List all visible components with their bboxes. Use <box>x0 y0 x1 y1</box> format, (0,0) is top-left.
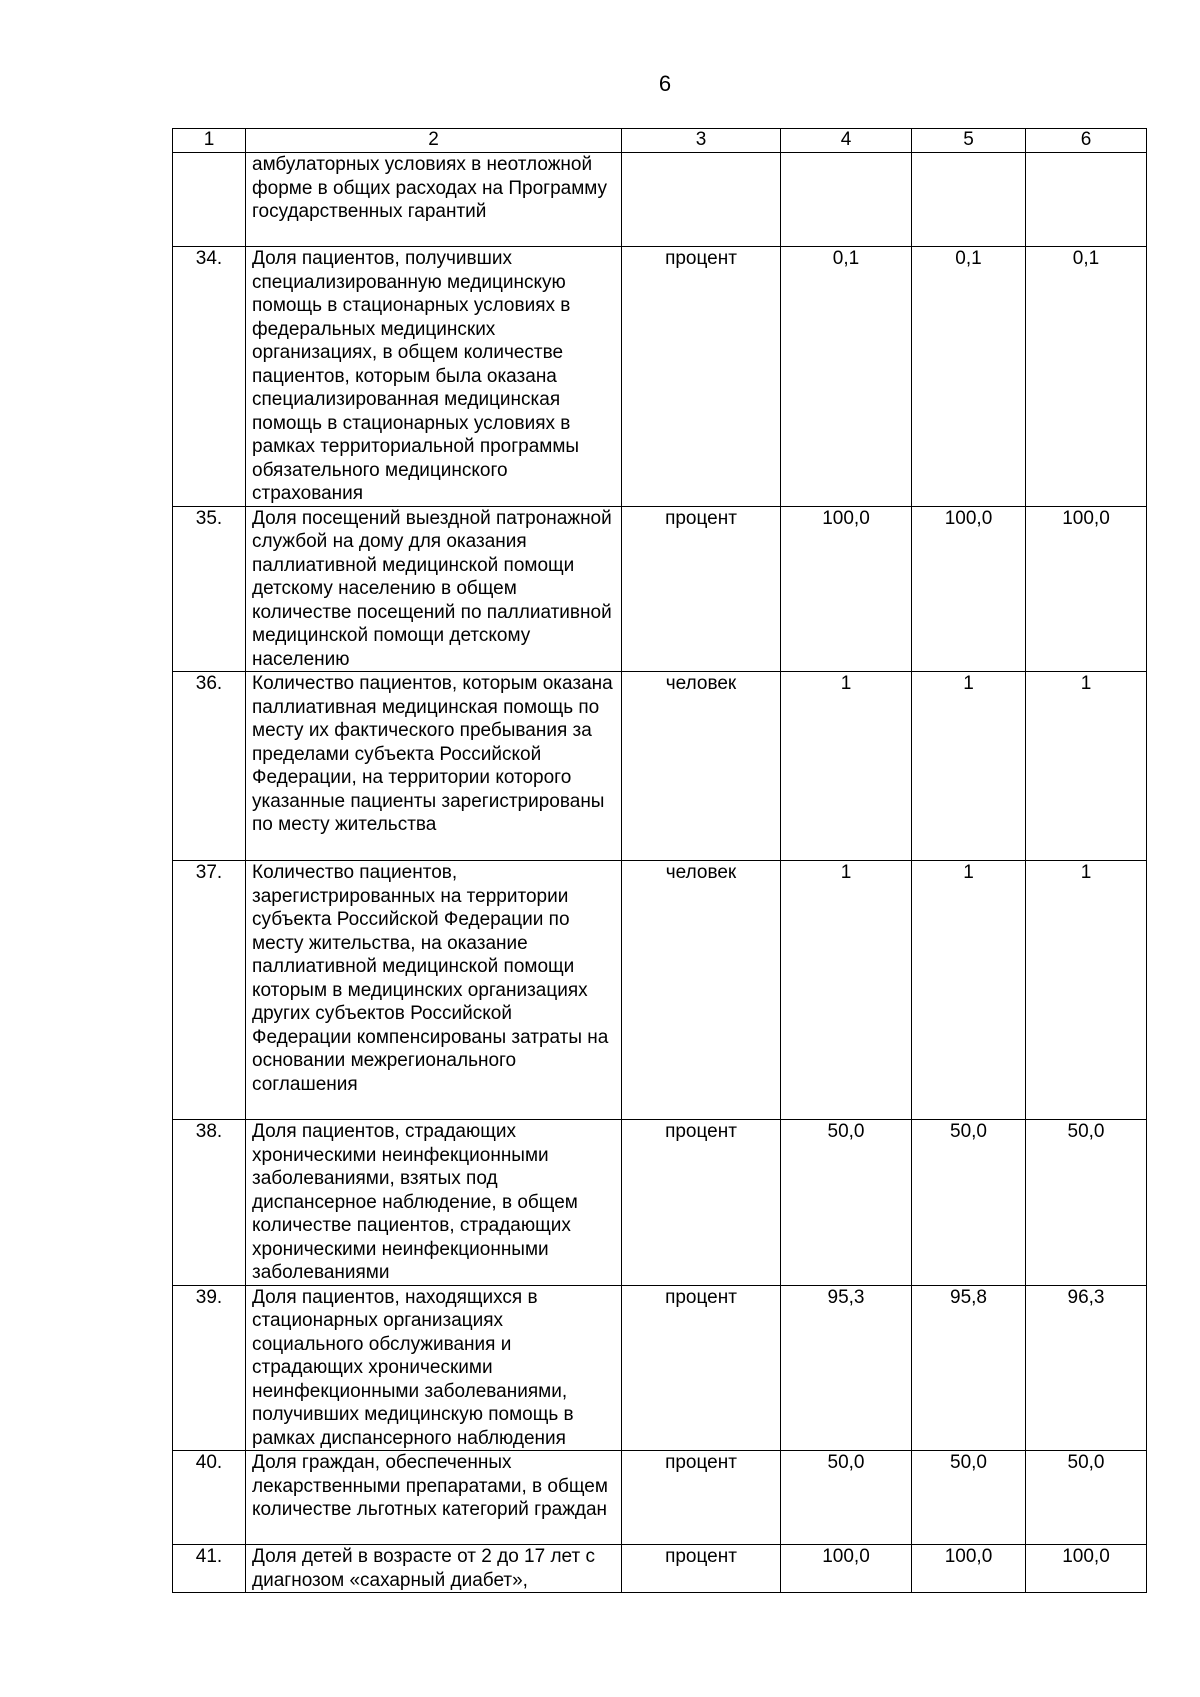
value-col-4: 50,0 <box>781 1451 912 1545</box>
row-number: 36. <box>173 672 246 861</box>
value-col-4: 100,0 <box>781 1545 912 1593</box>
unit-cell: процент <box>622 1120 781 1286</box>
column-header-2: 2 <box>246 129 622 153</box>
unit-cell: человек <box>622 672 781 861</box>
indicator-text: Количество пациентов, которым оказана паллиативная медицинская помощь по месту их фактического пребывания за пределами субъекта Российской Федерации, на территории которого указанные пациенты зарегистрированы по месту жительства <box>246 672 622 861</box>
unit-cell <box>622 153 781 247</box>
table-row <box>173 1120 1147 1286</box>
indicator-text: Доля детей в возрасте от 2 до 17 лет с диагнозом «сахарный диабет», <box>246 1545 622 1593</box>
value-col-5: 100,0 <box>912 506 1026 672</box>
table-row <box>173 861 1147 1120</box>
row-number: 34. <box>173 247 246 507</box>
value-col-5: 50,0 <box>912 1120 1026 1286</box>
value-col-4: 1 <box>781 672 912 861</box>
value-col-6: 100,0 <box>1026 1545 1147 1593</box>
value-col-6: 96,3 <box>1026 1285 1147 1451</box>
row-number: 40. <box>173 1451 246 1545</box>
value-col-6: 100,0 <box>1026 506 1147 672</box>
value-col-4: 100,0 <box>781 506 912 672</box>
indicator-text: Доля пациентов, получивших специализированную медицинскую помощь в стационарных условиях в федеральных медицинских организациях, в общем количестве пациентов, которым была оказана специализированная медицинская помощь в стационарных условиях в рамках территориальной программы обязательного медицинского страхования <box>246 247 622 507</box>
table-row <box>173 672 1147 861</box>
value-col-5: 1 <box>912 861 1026 1120</box>
value-col-5: 0,1 <box>912 247 1026 507</box>
unit-cell: процент <box>622 1545 781 1593</box>
value-col-5: 100,0 <box>912 1545 1026 1593</box>
table-row <box>173 506 1147 672</box>
column-header-1: 1 <box>173 129 246 153</box>
value-col-4 <box>781 153 912 247</box>
table-row <box>173 1545 1147 1593</box>
value-col-6: 1 <box>1026 861 1147 1120</box>
row-number: 35. <box>173 506 246 672</box>
value-col-4: 0,1 <box>781 247 912 507</box>
row-number: 39. <box>173 1285 246 1451</box>
value-col-6 <box>1026 153 1147 247</box>
value-col-6: 0,1 <box>1026 247 1147 507</box>
unit-cell: человек <box>622 861 781 1120</box>
value-col-5: 95,8 <box>912 1285 1026 1451</box>
value-col-5 <box>912 153 1026 247</box>
value-col-6: 50,0 <box>1026 1120 1147 1286</box>
indicator-text: Доля граждан, обеспеченных лекарственными препаратами, в общем количестве льготных категорий граждан <box>246 1451 622 1545</box>
row-number: 41. <box>173 1545 246 1593</box>
indicator-text: Доля посещений выездной патронажной службой на дому для оказания паллиативной медицинской помощи детскому населению в общем количестве посещений по паллиативной медицинской помощи детскому населению <box>246 506 622 672</box>
row-number <box>173 153 246 247</box>
indicator-text: амбулаторных условиях в неотложной форме в общих расходах на Программу государственных гарантий <box>246 153 622 247</box>
table-row <box>173 1285 1147 1451</box>
unit-cell: процент <box>622 1451 781 1545</box>
unit-cell: процент <box>622 247 781 507</box>
unit-cell: процент <box>622 506 781 672</box>
table-header-row <box>173 129 1147 153</box>
value-col-6: 50,0 <box>1026 1451 1147 1545</box>
page-number: 6 <box>658 71 672 96</box>
column-header-4: 4 <box>781 129 912 153</box>
row-number: 38. <box>173 1120 246 1286</box>
indicator-text: Доля пациентов, находящихся в стационарных организациях социального обслуживания и страдающих хроническими неинфекционными заболеваниями, получивших медицинскую помощь в рамках диспансерного наблюдения <box>246 1285 622 1451</box>
table-row <box>173 1451 1147 1545</box>
indicator-text: Доля пациентов, страдающих хроническими неинфекционными заболеваниями, взятых под диспансерное наблюдение, в общем количестве пациентов, страдающих хроническими неинфекционными заболеваниями <box>246 1120 622 1286</box>
value-col-5: 1 <box>912 672 1026 861</box>
row-number: 37. <box>173 861 246 1120</box>
column-header-6: 6 <box>1026 129 1147 153</box>
value-col-4: 1 <box>781 861 912 1120</box>
indicators-table <box>172 128 1147 1593</box>
value-col-5: 50,0 <box>912 1451 1026 1545</box>
table-row <box>173 153 1147 247</box>
column-header-3: 3 <box>622 129 781 153</box>
table-row <box>173 247 1147 507</box>
indicator-text: Количество пациентов, зарегистрированных на территории субъекта Российской Федерации по месту жительства, на оказание паллиативной медицинской помощи которым в медицинских организациях других субъектов Российской Федерации компенсированы затраты на основании межрегионального соглашения <box>246 861 622 1120</box>
value-col-6: 1 <box>1026 672 1147 861</box>
column-header-5: 5 <box>912 129 1026 153</box>
value-col-4: 95,3 <box>781 1285 912 1451</box>
unit-cell: процент <box>622 1285 781 1451</box>
value-col-4: 50,0 <box>781 1120 912 1286</box>
